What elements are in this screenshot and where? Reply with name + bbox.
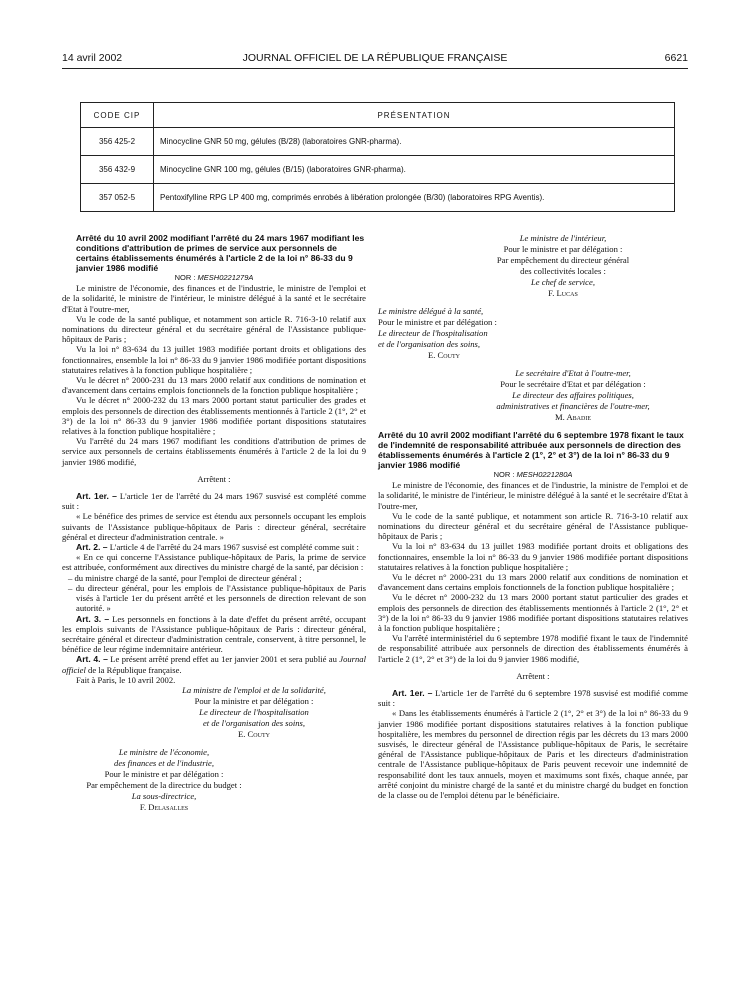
cell-code: 356 425-2: [81, 128, 154, 156]
signatory-role: Le ministre délégué à la santé,: [378, 306, 484, 316]
signatory-name: M. Abadie: [554, 412, 591, 422]
visa-paragraph: Vu le décret n° 2000-232 du 13 mars 2000 portant statut particulier des grades et emplois des personnels de direction des établissements mentionnés à l'article 2 (1°, 2° et 3°) de la loi n° 86-33 du 9 janvier 1986 modifiée portant dispositions statutaires relatives à la fonction publique hospitalière ;: [378, 592, 688, 634]
visa-paragraph: Vu l'arrêté du 24 mars 1967 modifiant les conditions d'attribution de primes de service aux personnels de certains établissements énumérés à l'article 2 de la loi du 9 janvier 1986 modifié,: [62, 436, 366, 467]
cell-code: 356 432-9: [81, 156, 154, 184]
article-text: Le présent arrêté prend effet au 1er janvier 2001 et sera publié au: [110, 654, 337, 665]
article-number: Art. 2. –: [76, 542, 108, 553]
visa-paragraph: Vu le décret n° 2000-232 du 13 mars 2000 portant statut particulier des grades et emplois des personnels de direction des établissements mentionnés à l'article 2 (1°, 2° et 3°) de la loi n° 86-33 du 9 janvier 1986 modifiée portant dispositions statutaires relatives à la fonction publique hospitalière ;: [62, 395, 366, 437]
signature-line: Pour le ministre et par délégation :: [104, 768, 224, 779]
nor-label: NOR :: [493, 470, 515, 479]
signature-line: Par empêchement du directeur général: [496, 255, 630, 265]
cip-table: [80, 102, 675, 212]
nor-reference: [62, 273, 366, 283]
cell-presentation: Minocycline GNR 50 mg, gélules (B/28) (laboratoires GNR-pharma).: [154, 128, 675, 156]
signature-line: Pour la ministre et par délégation :: [194, 695, 314, 706]
header-rule: [62, 68, 688, 69]
header-page-number: 6621: [664, 52, 688, 64]
signature-line: Le directeur des affaires politiques,: [512, 390, 634, 400]
signatory-name: E. Couty: [238, 728, 270, 739]
signature-line: Par empêchement de la directrice du budget :: [86, 779, 242, 790]
article-paragraph: [62, 614, 366, 655]
article-text: L'article 1er de l'arrêté du 24 mars 1967 susvisé est complété comme suit :: [62, 491, 367, 512]
visa-paragraph: Vu l'arrêté interministériel du 6 septembre 1978 modifié fixant le taux de l'indemnité de responsabilité attribuée aux personnels de direction des établissements énumérés à l'article 2 (1°, 2° et 3°) de la loi du 9 janvier 1986 modifié,: [378, 633, 688, 664]
signatory-role: La ministre de l'emploi et de la solidarité,: [182, 684, 326, 695]
signature-line: Pour le secrétaire d'Etat et par délégation :: [500, 379, 646, 389]
page-header: [62, 52, 688, 66]
signature-line: administratives et financières de l'outre-mer,: [496, 401, 650, 411]
article-number: Art. 1er. –: [392, 688, 433, 699]
article-text: Les personnels en fonctions à la date d'effet du présent arrêté, occupant les emplois suivants de l'Assistance publique-hôpitaux de Paris : directeur général, secrétaire général et directeur d'administration centrale, conservent, à titre personnel, le bénéfice de leur régime indemnitaire antérieur.: [62, 613, 366, 655]
signature-line: Le directeur de l'hospitalisation: [199, 706, 309, 717]
article-text: de la République française.: [88, 664, 182, 675]
nor-code: MESH0221279A: [197, 273, 254, 282]
list-item: – du directeur général, pour les emplois de l'Assistance publique-hôpitaux de Paris visés à l'article 1er du présent arrêté et les personnels de direction relevant de son autorité. »: [68, 582, 366, 614]
signature-line: La sous-directrice,: [131, 790, 197, 801]
arretent-heading: Arrêtent :: [197, 473, 231, 484]
nor-label: NOR :: [174, 273, 196, 282]
signatory-role: Le ministre de l'économie,: [118, 746, 210, 757]
article-paragraph: [62, 654, 366, 674]
cell-code: 357 052-5: [81, 184, 154, 212]
signatory-role: Le ministre de l'intérieur,: [519, 233, 607, 243]
table-row: [81, 128, 675, 156]
article-paragraph: [62, 491, 366, 511]
signatory-name: F. Lucas: [548, 288, 578, 298]
signature-block: [458, 368, 688, 423]
visa-paragraph: Vu le décret n° 2000-231 du 13 mars 2000 relatif aux conditions de nomination et d'avancement dans certains emplois fonctionnels de la fonction publique hospitalière ;: [378, 572, 688, 593]
signature-block: [142, 685, 366, 740]
article-quote: « En ce qui concerne l'Assistance publique-hôpitaux de Paris, la prime de service est attribuée, conformément aux directives du ministre chargé de la santé, par décision :: [62, 552, 366, 573]
arretent-heading: Arrêtent :: [516, 670, 550, 681]
signature-line: Le chef de service,: [531, 277, 595, 287]
signature-block: [438, 233, 688, 299]
signature-line: et de l'organisation des soins,: [202, 717, 306, 728]
visa-paragraph: Vu la loi n° 83-634 du 13 juillet 1983 modifiée portant droits et obligations des fonctionnaires, ensemble la loi n° 86-33 du 9 janvier 1986 modifiée portant dispositions statutaires relatives à la fonction publique hospitalière ;: [378, 541, 688, 572]
article-number: Art. 3. –: [76, 613, 110, 624]
signature-line: Pour le ministre et par délégation :: [378, 317, 497, 327]
article-number: Art. 4. –: [76, 654, 108, 665]
nor-reference: [378, 470, 688, 480]
table-header-row: [81, 103, 675, 128]
signature-line: Le directeur de l'hospitalisation: [378, 328, 488, 338]
signature-block: [378, 306, 568, 361]
signature-line: et de l'organisation des soins,: [378, 339, 481, 349]
cell-presentation: Pentoxifylline RPG LP 400 mg, comprimés enrobés à libération prolongée (B/30) (laboratoires RPG Aventis).: [154, 184, 675, 212]
article-paragraph: [378, 688, 688, 708]
article-text: L'article 4 de l'arrêté du 24 mars 1967 susvisé est complété comme suit :: [109, 542, 359, 553]
visa-paragraph: Vu la loi n° 83-634 du 13 juillet 1983 modifiée portant droits et obligations des fonctionnaires, ensemble la loi n° 86-33 du 9 janvier 1986 modifiée portant dispositions statutaires relatives à la fonction publique hospitalière ;: [62, 344, 366, 375]
table-row: [81, 156, 675, 184]
article-number: Art. 1er. –: [76, 491, 117, 502]
signatory-role: Le secrétaire d'Etat à l'outre-mer,: [515, 368, 631, 378]
preamble-paragraph: Le ministre de l'économie, des finances et de l'industrie, le ministre de l'emploi et de la solidarité, le ministre de l'intérieur, le ministre délégué à la santé et le secrétaire d'Etat à l'outre-mer,: [62, 283, 366, 314]
preamble-paragraph: Le ministre de l'économie, des finances et de l'industrie, la ministre de l'emploi et de la solidarité, le ministre de l'intérieur, le ministre délégué à la santé et le secrétaire d'Etat à l'outre-mer,: [378, 480, 688, 511]
table-row: [81, 184, 675, 212]
nor-code: MESH0221280A: [516, 470, 573, 479]
visa-paragraph: Vu le code de la santé publique, et notamment son article R. 716-3-10 relatif aux nominations du directeur général et du secrétaire général de l'Assistance publique-hôpitaux de Paris ;: [378, 510, 688, 542]
header-journal-title: JOURNAL OFFICIEL DE LA RÉPUBLIQUE FRANÇAISE: [242, 52, 508, 64]
article-quote: « Le bénéfice des primes de service est étendu aux personnels occupant les emplois suivants de l'Assistance publique-hôpitaux de Paris : directeur général, secrétaire général et directeur d'administration centrale. »: [62, 511, 366, 542]
header-date: 14 avril 2002: [62, 52, 123, 64]
col-header-code: CODE CIP: [81, 103, 154, 128]
visa-paragraph: Vu le décret n° 2000-231 du 13 mars 2000 relatif aux conditions de nomination et d'avancement dans certains emplois fonctionnels de la fonction publique hospitalière ;: [62, 375, 366, 396]
done-at-line: Fait à Paris, le 10 avril 2002.: [76, 674, 176, 685]
signature-line: des collectivités locales :: [520, 266, 606, 276]
article-text: L'article 1er de l'arrêté du 6 septembre 1978 susvisé est modifié comme suit :: [378, 688, 688, 709]
article-paragraph: [62, 542, 366, 552]
signature-line: Pour le ministre et par délégation :: [503, 244, 623, 254]
cell-presentation: Minocycline GNR 100 mg, gélules (B/15) (laboratoires GNR-pharma).: [154, 156, 675, 184]
right-column: [378, 233, 688, 800]
left-column: [62, 233, 366, 813]
signatory-name: F. Delasalles: [139, 801, 189, 812]
decree-title: Arrêté du 10 avril 2002 modifiant l'arrêté du 6 septembre 1978 fixant le taux de l'indemnité de responsabilité attribuée aux personnels de direction des établissements énumérés à l'article 2 (1°, 2° et 3°) de la loi n° 86-33 du 9 janvier 1986 modifié: [378, 430, 684, 470]
list-item: – du ministre chargé de la santé, pour l'emploi de directeur général ;: [68, 572, 302, 583]
journal-name: Journal officiel: [62, 654, 366, 675]
signatory-name: E. Couty: [428, 350, 460, 360]
signature-block: [62, 747, 266, 813]
signatory-role: des finances et de l'industrie,: [114, 757, 214, 768]
article-quote: « Dans les établissements énumérés à l'article 2 (1°, 2° et 3°) de la loi n° 86-33 du 9 janvier 1986 modifiée portant dispositions statutaires relatives à la fonction publique hospitalière, les membres du personnel de direction régis par les décrets du 13 mars 2000 susvisés, le directeur général de l'Assistance publique-hôpitaux de Paris, le secrétaire général de l'Assistance publique-hôpitaux de Paris et les directeurs d'administration centrale de l'Assistance publique-hôpitaux de Paris peuvent recevoir une indemnité de responsabilité dont les taux annuels, moyen et maximums sont fixés, chaque année, par arrêté conjoint du ministre chargé de la santé et du ministre chargé du budget en fonction de la classe ou de l'emploi détenu par le bénéficiaire.: [378, 708, 688, 801]
col-header-presentation: PRÉSENTATION: [154, 103, 675, 128]
decree-title: Arrêté du 10 avril 2002 modifiant l'arrêté du 24 mars 1967 modifiant les conditions d'attribution de primes de service aux personnels de certains établissements énumérés à l'article 2 de la loi n° 86-33 du 9 janvier 1986 modifié: [76, 233, 365, 273]
visa-paragraph: Vu le code de la santé publique, et notamment son article R. 716-3-10 relatif aux nominations du directeur général et du secrétaire général de l'Assistance publique-hôpitaux de Paris ;: [62, 313, 366, 345]
